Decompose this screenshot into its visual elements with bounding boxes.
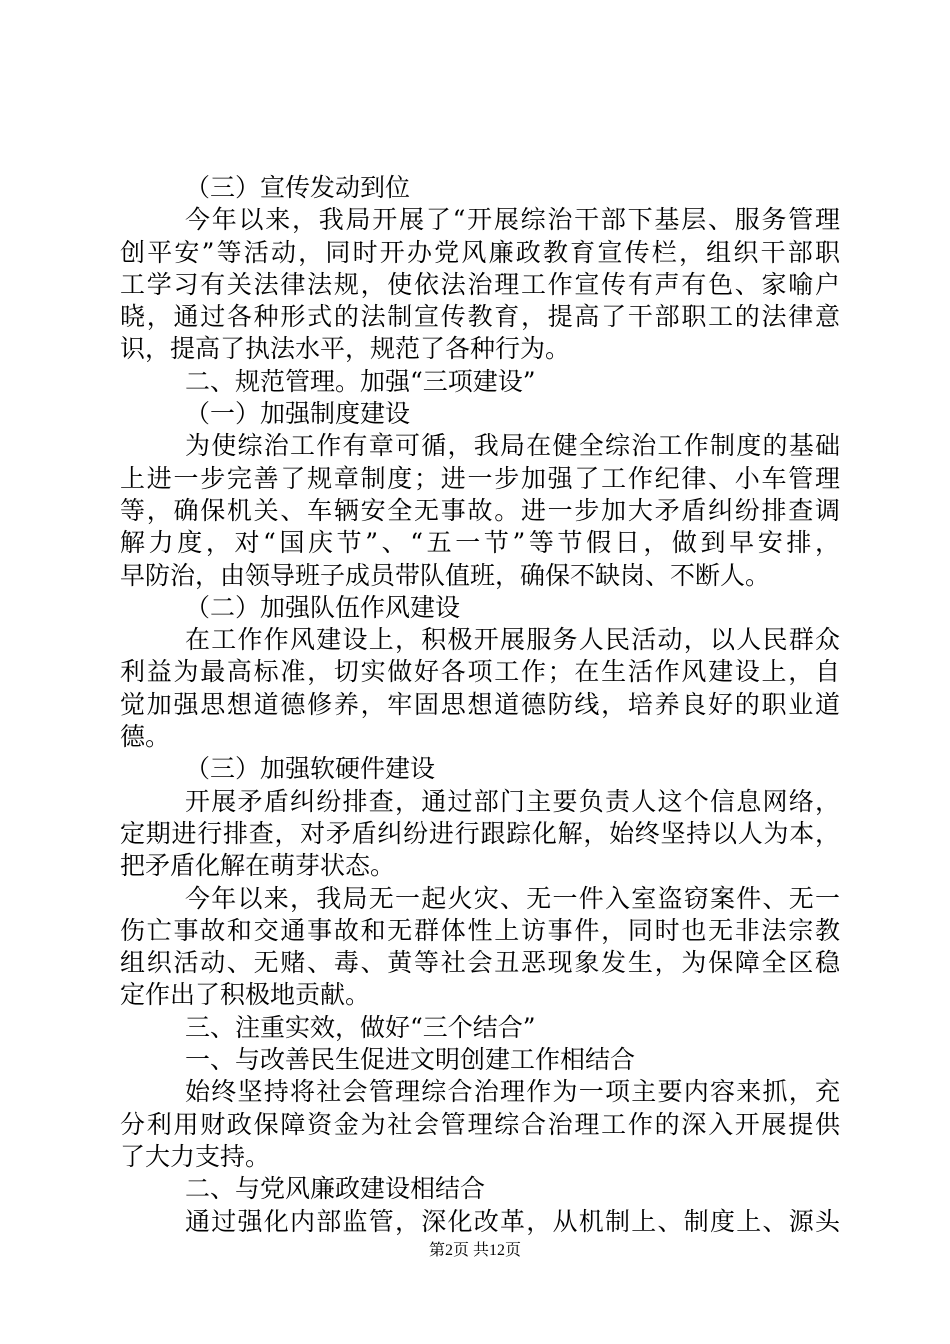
paragraph-line: 等，确保机关、车辆安全无事故。进一步加大矛盾纠纷排查调 [120, 495, 840, 525]
paragraph-line: 开展矛盾纠纷排查，通过部门主要负责人这个信息网络， [185, 786, 840, 816]
paragraph-line: 今年以来，我局无一起火灾、无一件入室盗窃案件、无一 [185, 883, 840, 913]
section-heading: 三、注重实效，做好“三个结合” [185, 1012, 536, 1042]
paragraph-line: 解力度，对“国庆节”、“五一节”等节假日，做到早安排， [120, 528, 840, 558]
page-number-footer: 第2页 共12页 [428, 1242, 521, 1259]
document-body [120, 172, 840, 1238]
section-heading: （二）加强队伍作风建设 [185, 592, 461, 622]
paragraph-line: 把矛盾化解在萌芽状态。 [120, 851, 396, 881]
paragraph-line: 了大力支持。 [120, 1141, 271, 1171]
paragraph-line: 定期进行排查，对矛盾纠纷进行跟踪化解，始终坚持以人为本， [120, 818, 840, 848]
paragraph-line: 工学习有关法律法规，使依法治理工作宣传有声有色、家喻户 [120, 269, 840, 299]
section-heading: 二、规范管理。加强“三项建设” [185, 366, 536, 396]
paragraph-line: 始终坚持将社会管理综合治理作为一项主要内容来抓，充 [185, 1077, 840, 1107]
paragraph-line: 今年以来，我局开展了“开展综治干部下基层、服务管理 [185, 205, 840, 235]
section-heading: （三）加强软硬件建设 [185, 754, 436, 784]
paragraph-line: 伤亡事故和交通事故和无群体性上访事件，同时也无非法宗教 [120, 915, 840, 945]
paragraph-line: 分利用财政保障资金为社会管理综合治理工作的深入开展提供 [120, 1109, 840, 1139]
section-heading: 一、与改善民生促进文明创建工作相结合 [185, 1045, 636, 1075]
paragraph-line: 觉加强思想道德修养，牢固思想道德防线，培养良好的职业道 [120, 689, 840, 719]
paragraph-line: 通过强化内部监管，深化改革，从机制上、制度上、源头 [185, 1206, 840, 1236]
paragraph-line: 上进一步完善了规章制度；进一步加强了工作纪律、小车管理 [120, 463, 840, 493]
paragraph-line: 德。 [120, 722, 171, 752]
section-heading: （一）加强制度建设 [185, 399, 411, 429]
paragraph-line: 晓，通过各种形式的法制宣传教育，提高了干部职工的法律意 [120, 302, 840, 332]
paragraph-line: 创平安”等活动，同时开办党风廉政教育宣传栏，组织干部职 [120, 237, 840, 267]
paragraph-line: 早防治，由领导班子成员带队值班，确保不缺岗、不断人。 [120, 560, 771, 590]
paragraph-line: 为使综治工作有章可循，我局在健全综治工作制度的基础 [185, 431, 840, 461]
paragraph-line: 组织活动、无赌、毒、黄等社会丑恶现象发生，为保障全区稳 [120, 948, 840, 978]
paragraph-line: 在工作作风建设上，积极开展服务人民活动，以人民群众 [185, 625, 840, 655]
section-heading: （三）宣传发动到位 [185, 173, 411, 202]
paragraph-line: 定作出了积极地贡献。 [120, 980, 371, 1010]
section-heading: 二、与党风廉政建设相结合 [185, 1174, 486, 1204]
paragraph-line: 利益为最高标准，切实做好各项工作；在生活作风建设上，自 [120, 657, 840, 687]
paragraph-line: 识，提高了执法水平，规范了各种行为。 [120, 334, 571, 364]
